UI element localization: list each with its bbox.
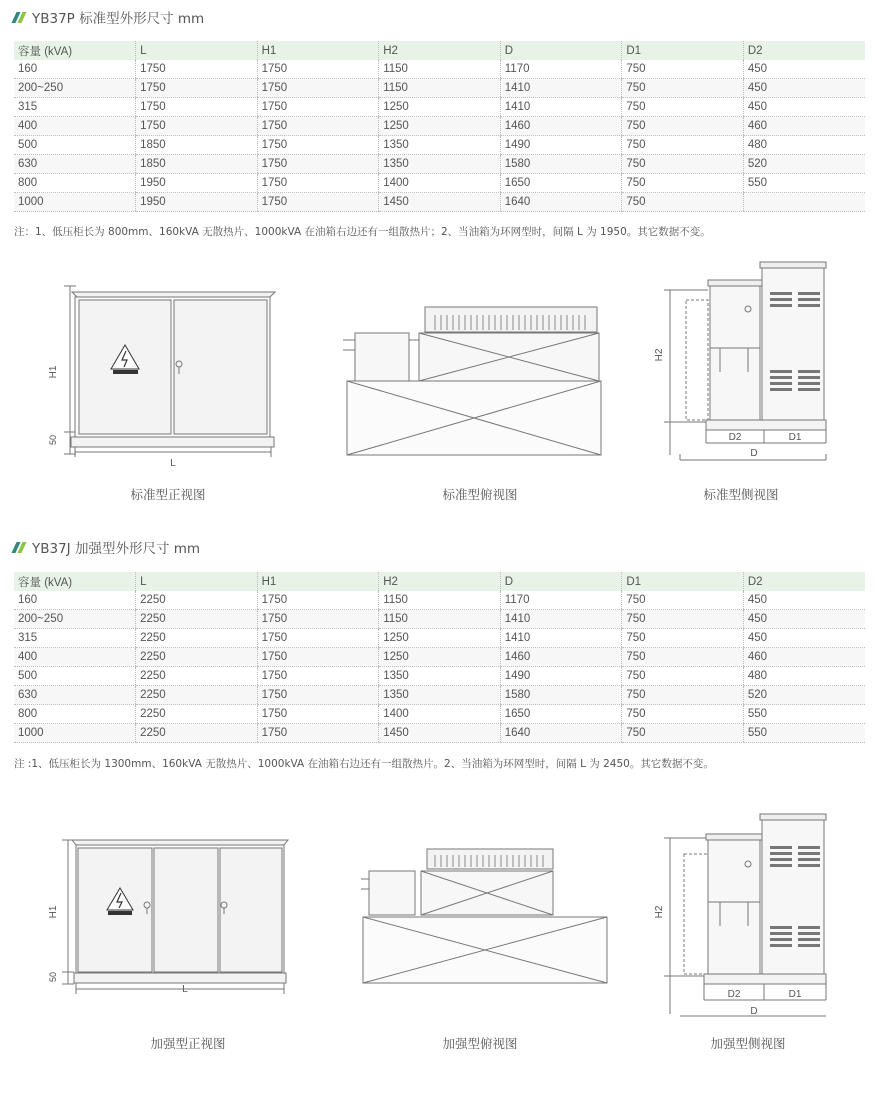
table-row	[14, 648, 865, 667]
column-header: H1	[257, 572, 379, 591]
table-cell: 480	[743, 667, 865, 686]
table-cell: 750	[622, 174, 744, 193]
table-cell: 750	[622, 648, 744, 667]
table-cell: 1750	[257, 98, 379, 117]
table-cell: 1410	[500, 79, 622, 98]
fifty-label: 50	[48, 434, 58, 446]
d1-label: D1	[788, 989, 802, 1000]
table-cell: 2250	[136, 648, 258, 667]
table-cell: 1750	[257, 60, 379, 79]
table-cell: 315	[14, 629, 136, 648]
table-cell: 630	[14, 155, 136, 174]
table-cell: 450	[743, 591, 865, 610]
table-row	[14, 667, 865, 686]
table-cell: 450	[743, 610, 865, 629]
table-row	[14, 686, 865, 705]
table-cell: 750	[622, 667, 744, 686]
d-label: D	[750, 1006, 758, 1017]
cabinet-base	[71, 437, 274, 447]
table-cell: 1490	[500, 136, 622, 155]
table-cell: 1850	[136, 155, 258, 174]
standard-section-title	[14, 7, 204, 27]
table-cell: 1580	[500, 686, 622, 705]
h2-label: H2	[654, 348, 665, 362]
table-cell: 1650	[500, 705, 622, 724]
table-cell: 1250	[379, 648, 501, 667]
section-mark-icon	[14, 542, 26, 553]
table-cell: 1750	[257, 193, 379, 212]
table-cell: 1350	[379, 686, 501, 705]
cabinet-door-middle	[154, 848, 218, 972]
standard-top-caption: 标准型俯视图	[442, 487, 518, 502]
table-cell: 500	[14, 667, 136, 686]
table-row	[14, 79, 865, 98]
table-cell: 1250	[379, 629, 501, 648]
table-cell: 450	[743, 629, 865, 648]
table-cell: 480	[743, 136, 865, 155]
table-cell: 750	[622, 705, 744, 724]
table-cell: 1460	[500, 648, 622, 667]
table-cell: 750	[622, 60, 744, 79]
table-cell: 1650	[500, 174, 622, 193]
standard-note: 注：1、低压柜长为 800mm、160kVA 无散热片、1000kVA 在油箱右边还有一组散热片；2、当油箱为环网型时，间隔 L 为 1950。其它数据不变。	[14, 226, 711, 238]
column-header: 容量 (kVA)	[14, 41, 136, 60]
table-cell: 1750	[136, 60, 258, 79]
column-header: H2	[379, 41, 501, 60]
table-cell: 750	[622, 686, 744, 705]
table-body	[14, 60, 865, 212]
table-cell: 200~250	[14, 610, 136, 629]
table-row	[14, 60, 865, 79]
table-cell: 1000	[14, 193, 136, 212]
table-cell: 1640	[500, 724, 622, 743]
table-cell: 1750	[257, 686, 379, 705]
h1-label: H1	[48, 365, 59, 379]
table-cell: 400	[14, 648, 136, 667]
table-cell: 1450	[379, 193, 501, 212]
lv-cabinet-top	[369, 871, 415, 915]
table-cell: 750	[622, 98, 744, 117]
table-cell: 750	[622, 136, 744, 155]
table-row	[14, 193, 865, 212]
table-row	[14, 591, 865, 610]
table-cell: 1750	[257, 117, 379, 136]
h2-label: H2	[654, 905, 665, 919]
table-cell: 160	[14, 591, 136, 610]
table-row	[14, 705, 865, 724]
table-cell: 750	[622, 724, 744, 743]
section-mark-icon	[14, 12, 26, 23]
table-cell: 550	[743, 724, 865, 743]
table-cell: 750	[622, 79, 744, 98]
table-header-row	[14, 572, 865, 591]
table-cell: 750	[622, 117, 744, 136]
d1-label: D1	[788, 432, 802, 443]
fifty-label: 50	[48, 971, 58, 983]
standard-side-caption: 标准型侧视图	[703, 487, 779, 502]
table-cell: 1000	[14, 724, 136, 743]
hidden-outline	[686, 300, 708, 420]
table-cell: 1170	[500, 60, 622, 79]
hv-cabinet-side	[762, 266, 824, 420]
table-cell: 1750	[136, 117, 258, 136]
table-cell: 1950	[136, 193, 258, 212]
column-header: L	[136, 572, 258, 591]
table-cell: 2250	[136, 610, 258, 629]
reinforced-dimension-table	[14, 572, 865, 743]
table-cell: 1170	[500, 591, 622, 610]
table-cell: 2250	[136, 686, 258, 705]
lv-cabinet-side	[708, 838, 760, 974]
table-row	[14, 724, 865, 743]
column-header: D1	[622, 41, 744, 60]
reinforced-top-view-drawing	[355, 847, 615, 987]
table-row	[14, 174, 865, 193]
table-cell: 800	[14, 174, 136, 193]
table-cell: 1750	[136, 98, 258, 117]
table-header-row	[14, 41, 865, 60]
column-header: D2	[743, 41, 865, 60]
table-cell: 450	[743, 98, 865, 117]
table-body	[14, 591, 865, 743]
table-cell: 1490	[500, 667, 622, 686]
table-cell: 1750	[257, 591, 379, 610]
table-cell: 450	[743, 79, 865, 98]
table-cell: 1750	[257, 629, 379, 648]
column-header: D2	[743, 572, 865, 591]
reinforced-side-caption: 加强型侧视图	[710, 1036, 786, 1051]
table-cell: 460	[743, 117, 865, 136]
table-cell: 1350	[379, 136, 501, 155]
table-row	[14, 155, 865, 174]
table-row	[14, 610, 865, 629]
table-cell: 1640	[500, 193, 622, 212]
table-row	[14, 117, 865, 136]
table-cell: 1750	[257, 136, 379, 155]
table-cell: 200~250	[14, 79, 136, 98]
table-cell: 1150	[379, 591, 501, 610]
table-cell: 550	[743, 174, 865, 193]
column-header: D	[500, 41, 622, 60]
reinforced-top-caption: 加强型俯视图	[442, 1036, 518, 1051]
standard-side-view-drawing	[650, 260, 840, 465]
cabinet-door-right	[174, 300, 267, 434]
table-cell: 2250	[136, 705, 258, 724]
d-label: D	[750, 448, 758, 459]
roof-top	[72, 292, 275, 297]
l-label: L	[170, 458, 176, 469]
column-header: D1	[622, 572, 744, 591]
table-cell: 500	[14, 136, 136, 155]
table-cell: 1750	[257, 174, 379, 193]
table-cell: 1350	[379, 667, 501, 686]
reinforced-title-text: YB37J 加强型外形尺寸 mm	[32, 541, 201, 557]
standard-title-text: YB37P 标准型外形尺寸 mm	[32, 11, 205, 27]
table-cell: 1750	[257, 79, 379, 98]
lv-cabinet-top	[355, 333, 409, 381]
table-cell: 800	[14, 705, 136, 724]
table-cell: 1150	[379, 79, 501, 98]
table-cell: 450	[743, 60, 865, 79]
table-cell: 1450	[379, 724, 501, 743]
table-cell: 160	[14, 60, 136, 79]
table-cell: 750	[622, 629, 744, 648]
table-cell: 750	[622, 591, 744, 610]
standard-dimension-table	[14, 41, 865, 212]
table-cell: 1250	[379, 98, 501, 117]
standard-top-view-drawing	[335, 305, 615, 460]
table-cell: 1950	[136, 174, 258, 193]
reinforced-note: 注 :1、低压柜长为 1300mm、160kVA 无散热片、1000kVA 在油箱右边还有一组散热片。2、当油箱为环网型时，间隔 L 为 2450。其它数据不变。	[14, 758, 714, 770]
table-cell: 460	[743, 648, 865, 667]
table-cell: 1410	[500, 629, 622, 648]
l-label: L	[182, 984, 188, 995]
table-cell: 1400	[379, 705, 501, 724]
column-header: D	[500, 572, 622, 591]
table-cell: 520	[743, 686, 865, 705]
column-header: H1	[257, 41, 379, 60]
radiator-fins	[425, 307, 597, 332]
table-cell: 1150	[379, 610, 501, 629]
d2-label: D2	[727, 989, 741, 1000]
hv-cabinet-side	[762, 818, 824, 974]
reinforced-front-view-drawing	[40, 832, 300, 1002]
table-row	[14, 136, 865, 155]
table-cell: 2250	[136, 724, 258, 743]
table-cell: 750	[622, 155, 744, 174]
table-cell: 1750	[257, 610, 379, 629]
table-cell: 2250	[136, 629, 258, 648]
table-cell: 1750	[257, 648, 379, 667]
table-cell: 1750	[257, 724, 379, 743]
radiator-fins	[427, 849, 553, 869]
table-cell: 750	[622, 193, 744, 212]
table-cell: 1850	[136, 136, 258, 155]
table-cell: 1460	[500, 117, 622, 136]
table-cell: 1750	[136, 79, 258, 98]
column-header: H2	[379, 572, 501, 591]
table-cell: 1750	[257, 705, 379, 724]
column-header: 容量 (kVA)	[14, 572, 136, 591]
column-header: L	[136, 41, 258, 60]
table-cell: 550	[743, 705, 865, 724]
reinforced-section-title	[14, 537, 200, 557]
table-cell: 1150	[379, 60, 501, 79]
table-cell: 1750	[257, 667, 379, 686]
table-cell: 1250	[379, 117, 501, 136]
table-row	[14, 629, 865, 648]
table-cell: 315	[14, 98, 136, 117]
reinforced-side-view-drawing	[648, 808, 843, 1018]
table-cell: 1350	[379, 155, 501, 174]
table-cell: 400	[14, 117, 136, 136]
table-cell	[743, 193, 865, 212]
cabinet-door-right	[220, 848, 282, 972]
standard-front-caption: 标准型正视图	[130, 487, 206, 502]
d2-label: D2	[728, 432, 742, 443]
table-cell: 1410	[500, 98, 622, 117]
table-cell: 1750	[257, 155, 379, 174]
h1-label: H1	[48, 905, 59, 919]
table-cell: 2250	[136, 591, 258, 610]
table-cell: 750	[622, 610, 744, 629]
table-cell: 1400	[379, 174, 501, 193]
standard-front-view-drawing	[38, 282, 278, 472]
table-cell: 1580	[500, 155, 622, 174]
reinforced-front-caption: 加强型正视图	[150, 1036, 226, 1051]
table-cell: 520	[743, 155, 865, 174]
table-cell: 630	[14, 686, 136, 705]
lv-cabinet-side	[710, 284, 760, 420]
table-cell: 1410	[500, 610, 622, 629]
table-row	[14, 98, 865, 117]
table-cell: 2250	[136, 667, 258, 686]
